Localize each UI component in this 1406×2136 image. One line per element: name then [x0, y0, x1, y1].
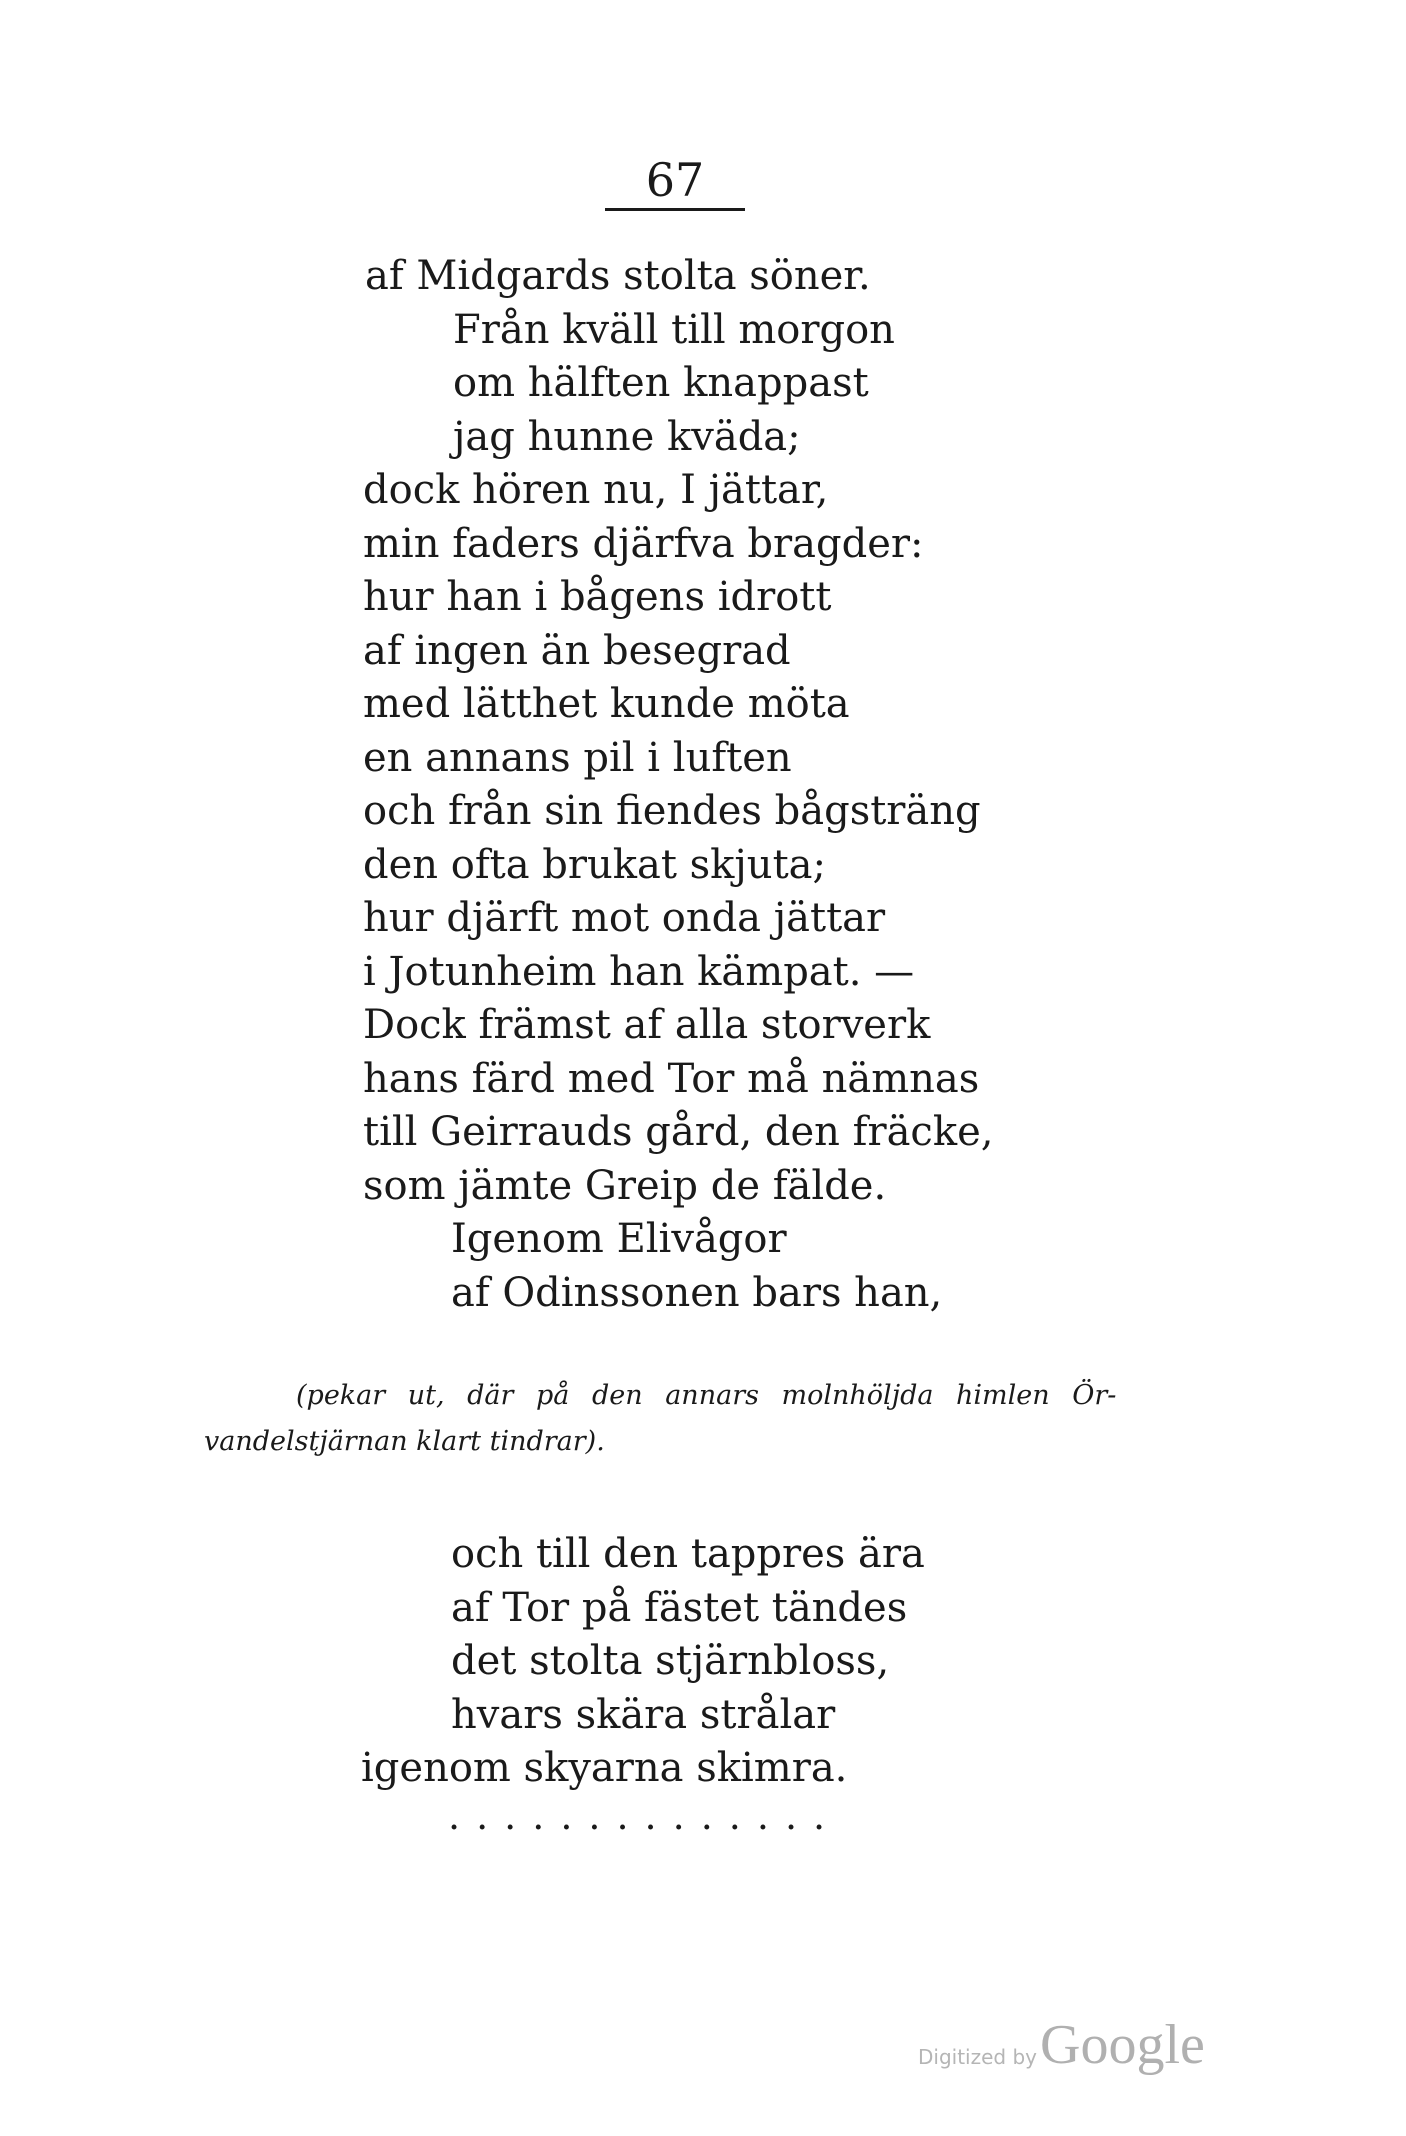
poem-line: jag hunne kväda; — [453, 414, 801, 460]
poem-line: hvars skära strålar — [451, 1692, 836, 1738]
google-logo: Google — [1040, 2014, 1205, 2076]
poem-line: af ingen än besegrad — [363, 628, 791, 674]
page-number-rule — [605, 208, 745, 211]
poem-line: hur han i bågens idrott — [363, 574, 832, 620]
poem-line: till Geirrauds gård, den fräcke, — [363, 1109, 994, 1155]
page-number: 67 — [645, 153, 705, 207]
poem-line: Dock främst af alla storverk — [363, 1002, 931, 1048]
poem-line: hur djärft mot onda jättar — [363, 895, 886, 941]
stage-direction-line: vandelstjärnan klart tindrar). — [204, 1426, 605, 1457]
poem-line: som jämte Greip de fälde. — [363, 1163, 887, 1209]
poem-line: igenom skyarna skimra. — [361, 1745, 848, 1791]
poem-line: min faders djärfva bragder: — [363, 521, 924, 567]
stage-direction-line: (pekar ut, där på den annars molnhöljda himlen Ör- — [296, 1380, 1117, 1411]
poem-line: af Odinssonen bars han, — [451, 1270, 943, 1316]
poem-line: hans färd med Tor må nämnas — [363, 1056, 980, 1102]
poem-line: Igenom Elivågor — [451, 1216, 787, 1262]
poem-line: i Jotunheim han kämpat. — — [363, 949, 915, 995]
poem-line: Från kväll till morgon — [453, 307, 895, 353]
poem-line: om hälften knappast — [453, 360, 869, 406]
poem-line: och till den tappres ära — [451, 1531, 925, 1577]
poem-line: af Tor på fästet tändes — [451, 1585, 908, 1631]
ellipsis-row: .............. — [448, 1794, 842, 1838]
digitized-by-text: Digitized by — [918, 2045, 1037, 2069]
poem-line: det stolta stjärnbloss, — [451, 1638, 890, 1684]
poem-line: af Midgards stolta söner. — [365, 253, 871, 299]
poem-line: dock hören nu, I jättar, — [363, 467, 829, 513]
poem-line: med lätthet kunde möta — [363, 681, 850, 727]
poem-line: den ofta brukat skjuta; — [363, 842, 826, 888]
poem-line: en annans pil i luften — [363, 735, 792, 781]
poem-line: och från sin fiendes bågsträng — [363, 788, 981, 834]
